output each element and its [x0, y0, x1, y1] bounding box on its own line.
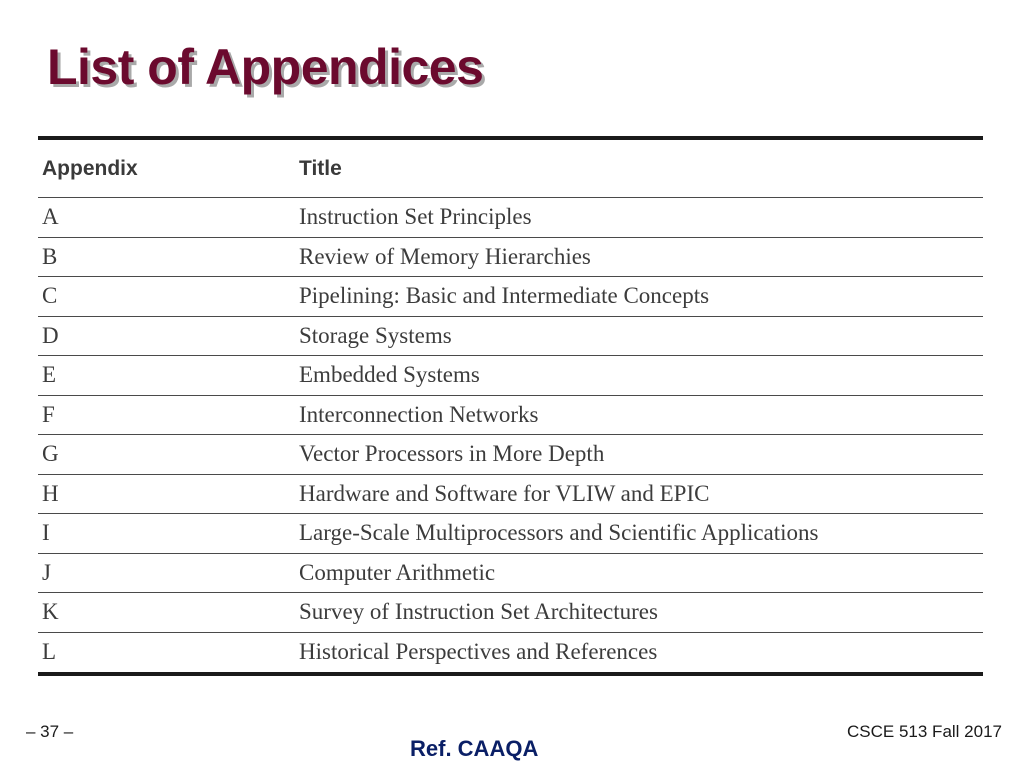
page-number: – 37 –: [26, 722, 74, 741]
appendix-title: Instruction Set Principles: [299, 204, 532, 230]
appendix-letter: H: [42, 480, 59, 506]
appendix-table: [38, 136, 983, 676]
reference-text: Ref. CAAQA: [410, 736, 539, 761]
appendix-letter: F: [42, 401, 55, 427]
table-row: [38, 317, 983, 357]
appendix-letter: A: [42, 204, 59, 230]
table-row: [38, 435, 983, 475]
table-row: [38, 475, 983, 515]
appendix-title: Review of Memory Hierarchies: [299, 243, 591, 269]
table-row: [38, 554, 983, 594]
course-label: CSCE 513 Fall 2017: [847, 722, 1002, 741]
appendix-letter: L: [42, 639, 57, 665]
appendix-letter: E: [42, 362, 57, 388]
slide-title: List of Appendices: [47, 39, 484, 95]
appendix-title: Large-Scale Multiprocessors and Scientific Applications: [299, 520, 819, 546]
appendix-letter: I: [42, 520, 50, 546]
header-appendix: Appendix: [42, 156, 138, 180]
appendix-title: Computer Arithmetic: [299, 559, 496, 585]
appendix-letter: B: [42, 243, 58, 269]
appendix-title: Historical Perspectives and References: [299, 639, 658, 665]
table-row: [38, 356, 983, 396]
appendix-letter: G: [42, 441, 59, 467]
table-row: [38, 633, 983, 673]
table-row: [38, 514, 983, 554]
appendix-title: Survey of Instruction Set Architectures: [299, 599, 658, 625]
appendix-title: Vector Processors in More Depth: [299, 441, 605, 467]
table-row: [38, 238, 983, 278]
appendix-letter: D: [42, 322, 59, 348]
table-row: [38, 396, 983, 436]
appendix-letter: K: [42, 599, 59, 625]
table-row: [38, 277, 983, 317]
table-header-row: [38, 140, 983, 198]
appendix-title: Hardware and Software for VLIW and EPIC: [299, 480, 710, 506]
table-row: [38, 198, 983, 238]
table-row: [38, 593, 983, 633]
appendix-letter: J: [42, 559, 51, 585]
header-title: Title: [299, 156, 342, 180]
table-bottom-rule: [38, 672, 983, 676]
appendix-letter: C: [42, 283, 58, 309]
appendix-title: Pipelining: Basic and Intermediate Concepts: [299, 283, 710, 309]
appendix-title: Embedded Systems: [299, 362, 480, 388]
appendix-title: Interconnection Networks: [299, 401, 539, 427]
appendix-title: Storage Systems: [299, 322, 452, 348]
